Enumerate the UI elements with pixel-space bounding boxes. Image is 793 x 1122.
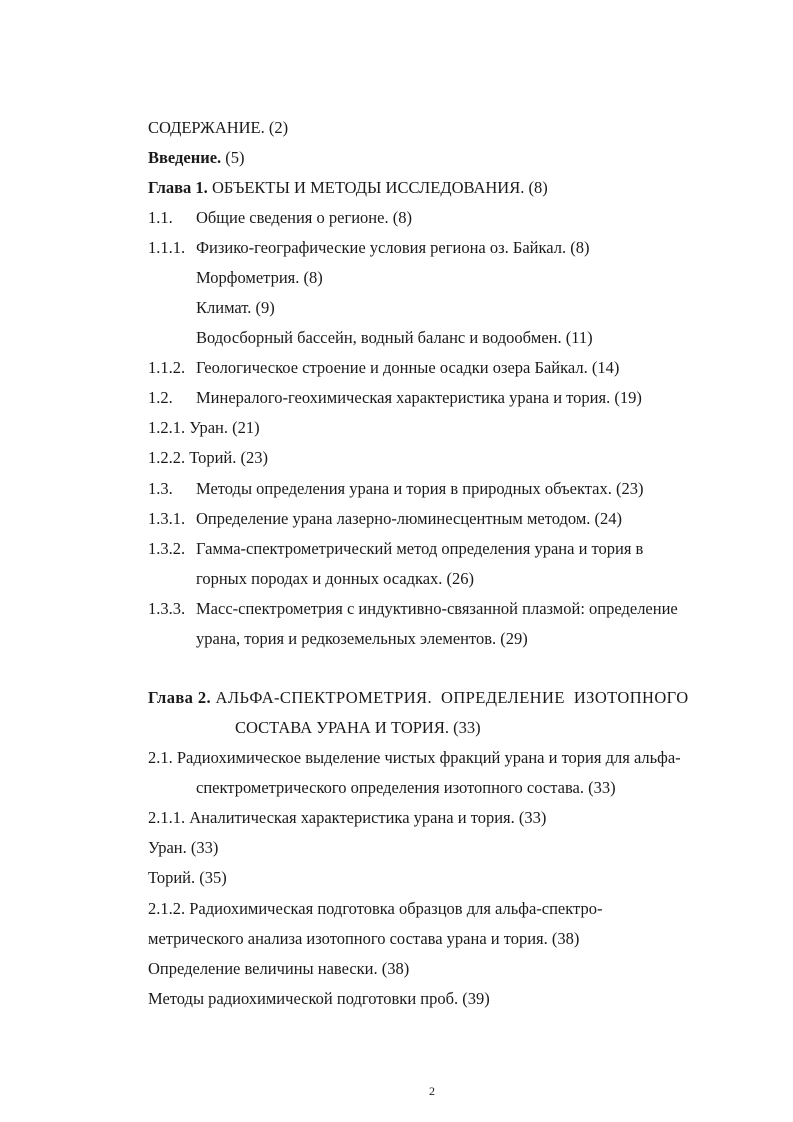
toc-section-number: 1.3.1. (148, 509, 186, 528)
toc-section-title: Минералого-геохимическая характеристика урана и тория. (19) (196, 388, 642, 407)
toc-contents (148, 118, 288, 138)
toc-subsection-text: Методы радиохимической подготовки проб. (39) (148, 989, 490, 1008)
toc-section-title: Геологическое строение и донные осадки озера Байкал. (14) (196, 358, 620, 377)
toc-section-title: Общие сведения о регионе. (8) (196, 208, 412, 227)
toc-section-title: 2.1. Радиохимическое выделение чистых фракций урана и тория для альфа- (148, 748, 681, 767)
toc-section-title: урана, тория и редкоземельных элементов. (29) (196, 629, 528, 648)
toc-section-number: 1.1.1. (148, 238, 186, 257)
toc-section-2-1 (148, 748, 681, 768)
toc-section-number: 1.1. (148, 208, 173, 227)
toc-chapter-1-label: Глава 1. (148, 178, 208, 197)
toc-subsection-thorium (148, 868, 227, 888)
page-number: 2 (429, 1084, 435, 1098)
toc-section-title: Масс-спектрометрия с индуктивно-связанной плазмой: определение (196, 599, 678, 618)
toc-section-1-1-1 (148, 238, 589, 258)
toc-chapter-2-title: АЛЬФА-СПЕКТРОМЕТРИЯ. ОПРЕДЕЛЕНИЕ ИЗОТОПНОГО (215, 688, 689, 707)
toc-chapter-2-label: Глава 2. (148, 688, 212, 707)
toc-section-number: 1.3. (148, 479, 173, 498)
toc-subsection-climate (196, 298, 275, 318)
toc-subsection-weight (148, 959, 409, 979)
toc-introduction (148, 148, 245, 168)
toc-section-1-2-2 (148, 448, 268, 468)
toc-section-1-3-1 (148, 509, 622, 529)
toc-introduction-label: Введение. (148, 148, 222, 167)
toc-section-title: 1.2.2. Торий. (23) (148, 448, 268, 467)
toc-section-1-3-2 (148, 539, 643, 559)
toc-section-number: 1.2. (148, 388, 173, 407)
toc-subsection-morphometry (196, 268, 323, 288)
toc-section-title: спектрометрического определения изотопного состава. (33) (196, 778, 616, 797)
toc-section-title: 2.1.1. Аналитическая характеристика урана и тория. (33) (148, 808, 547, 827)
toc-section-1-2-1 (148, 418, 260, 438)
toc-section-1-3 (148, 479, 643, 499)
toc-section-2-1-2 (148, 899, 602, 919)
toc-introduction-page: (5) (225, 148, 245, 167)
toc-section-title: Определение урана лазерно-люминесцентным методом. (24) (196, 509, 623, 528)
toc-section-2-1-continued (196, 778, 616, 798)
toc-section-title: Физико-географические условия региона оз. Байкал. (8) (196, 238, 590, 257)
toc-section-title: 1.2.1. Уран. (21) (148, 418, 260, 437)
toc-section-title: метрического анализа изотопного состава урана и тория. (38) (148, 929, 580, 948)
toc-section-title: Гамма-спектрометрический метод определения урана и тория в (196, 539, 644, 558)
toc-subsection-text: Морфометрия. (8) (196, 268, 323, 287)
toc-section-number: 1.3.2. (148, 539, 186, 558)
toc-section-number: 1.3.3. (148, 599, 186, 618)
toc-section-2-1-1 (148, 808, 546, 828)
toc-subsection-text: Водосборный бассейн, водный баланс и водообмен. (11) (196, 328, 593, 347)
toc-section-number: 1.1.2. (148, 358, 186, 377)
toc-section-title: 2.1.2. Радиохимическая подготовка образцов для альфа-спектро- (148, 899, 603, 918)
toc-section-title: Методы определения урана и тория в природных объектах. (23) (196, 479, 644, 498)
toc-subsection-text: Определение величины навески. (38) (148, 959, 410, 978)
toc-chapter-1-title: ОБЪЕКТЫ И МЕТОДЫ ИССЛЕДОВАНИЯ. (8) (211, 178, 548, 197)
toc-chapter-1 (148, 178, 548, 198)
toc-subsection-text: Климат. (9) (196, 298, 275, 317)
toc-subsection-basin (196, 328, 593, 348)
toc-section-1-3-3-continued (196, 629, 528, 649)
toc-section-title: горных породах и донных осадках. (26) (196, 569, 475, 588)
toc-subsection-text: Уран. (33) (148, 838, 219, 857)
toc-section-1-1-2 (148, 358, 619, 378)
toc-subsection-methods (148, 989, 490, 1009)
toc-section-1-1 (148, 208, 412, 228)
toc-section-2-1-2-continued (148, 929, 579, 949)
toc-chapter-2 (148, 688, 689, 708)
toc-section-1-2 (148, 388, 642, 408)
toc-subsection-text: Торий. (35) (148, 868, 227, 887)
toc-section-1-3-3 (148, 599, 678, 619)
toc-subsection-uranium (148, 838, 218, 858)
toc-section-1-3-2-continued (196, 569, 474, 589)
toc-chapter-2-title: СОСТАВА УРАНА И ТОРИЯ. (33) (235, 718, 481, 737)
toc-contents-text: СОДЕРЖАНИЕ. (2) (148, 118, 289, 137)
toc-chapter-2-continued (235, 718, 481, 738)
